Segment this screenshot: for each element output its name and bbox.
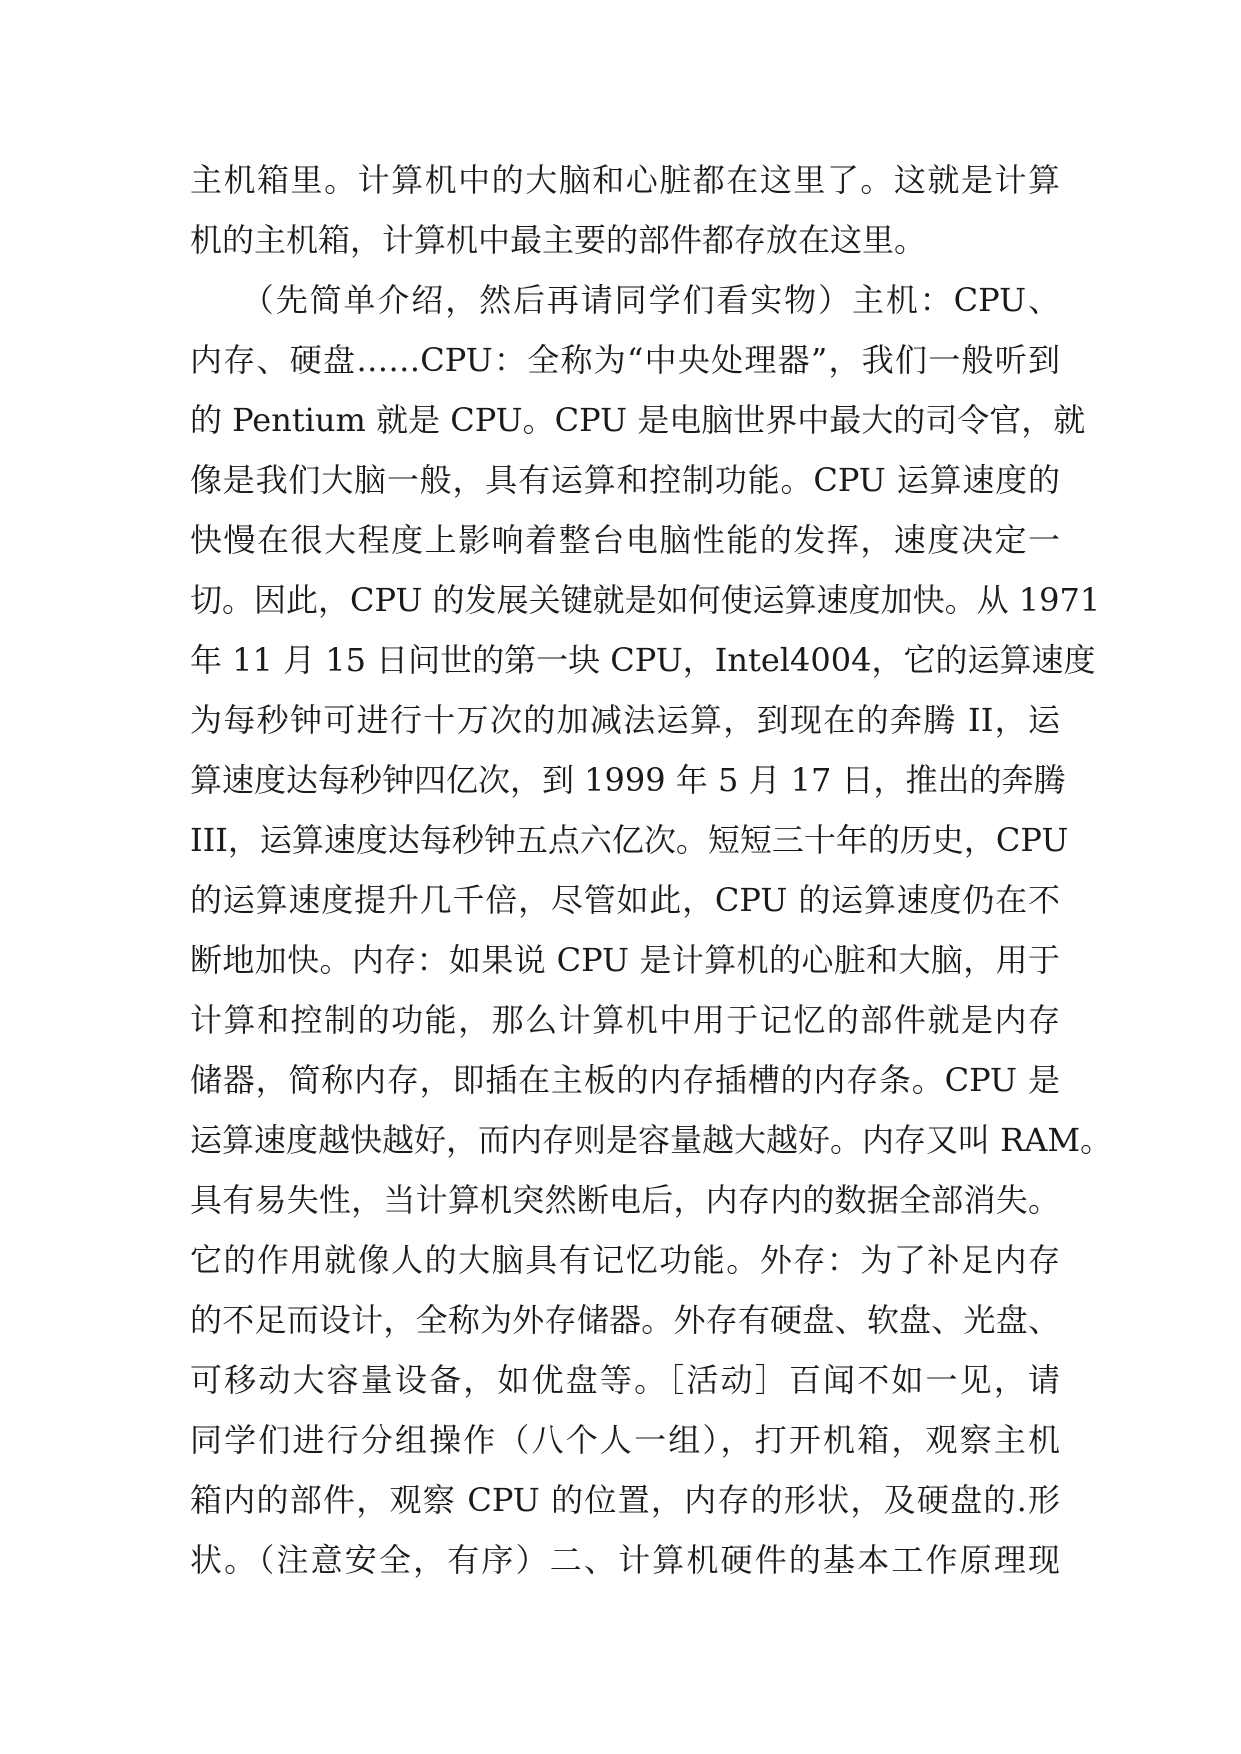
text-line: 储器，简称内存，即插在主板的内存插槽的内存条。CPU 是: [190, 1061, 1060, 1099]
text-line: 的运算速度提升几千倍，尽管如此，CPU 的运算速度仍在不: [190, 881, 1060, 919]
text-line: 为每秒钟可进行十万次的加减法运算，到现在的奔腾 II，运: [190, 701, 1060, 739]
text-line: 可移动大容量设备，如优盘等。［活动］百闻不如一见，请: [190, 1361, 1060, 1399]
text-line: 快慢在很大程度上影响着整台电脑性能的发挥，速度决定一: [190, 521, 1060, 559]
text-line: 像是我们大脑一般，具有运算和控制功能。CPU 运算速度的: [190, 461, 1060, 499]
text-line: 具有易失性，当计算机突然断电后，内存内的数据全部消失。: [190, 1181, 1060, 1219]
text-line: 运算速度越快越好，而内存则是容量越大越好。内存又叫 RAM。: [190, 1121, 1113, 1159]
text-line: III，运算速度达每秒钟五点六亿次。短短三十年的历史，CPU: [190, 821, 1069, 859]
text-line: 的不足而设计，全称为外存储器。外存有硬盘、软盘、光盘、: [190, 1301, 1060, 1339]
text-line: 断地加快。内存：如果说 CPU 是计算机的心脏和大脑，用于: [190, 941, 1060, 979]
text-line: 内存、硬盘……CPU：全称为“中央处理器”，我们一般听到: [190, 341, 1060, 379]
text-line: 年 11 月 15 日问世的第一块 CPU，Intel4004，它的运算速度: [190, 641, 1096, 679]
text-line: 算速度达每秒钟四亿次，到 1999 年 5 月 17 日，推出的奔腾: [190, 761, 1066, 799]
text-line: （先简单介绍，然后再请同学们看实物）主机：CPU、: [190, 281, 1060, 319]
text-line: 计算和控制的功能，那么计算机中用于记忆的部件就是内存: [190, 1001, 1060, 1039]
text-line: 主机箱里。计算机中的大脑和心脏都在这里了。这就是计算: [190, 161, 1060, 199]
text-line: 它的作用就像人的大脑具有记忆功能。外存：为了补足内存: [190, 1241, 1060, 1279]
text-line: 切。因此，CPU 的发展关键就是如何使运算速度加快。从 1971: [190, 581, 1101, 619]
text-line: 箱内的部件，观察 CPU 的位置，内存的形状，及硬盘的.形: [190, 1481, 1060, 1519]
text-line: 的 Pentium 就是 CPU。CPU 是电脑世界中最大的司令官，就: [190, 401, 1086, 439]
text-line: 状。（注意安全，有序）二、计算机硬件的基本工作原理现: [190, 1541, 1060, 1579]
text-line: 机的主机箱，计算机中最主要的部件都存放在这里。: [190, 221, 927, 259]
text-line: 同学们进行分组操作（八个人一组），打开机箱，观察主机: [190, 1421, 1060, 1459]
body-text: [190, 150, 1113, 1590]
